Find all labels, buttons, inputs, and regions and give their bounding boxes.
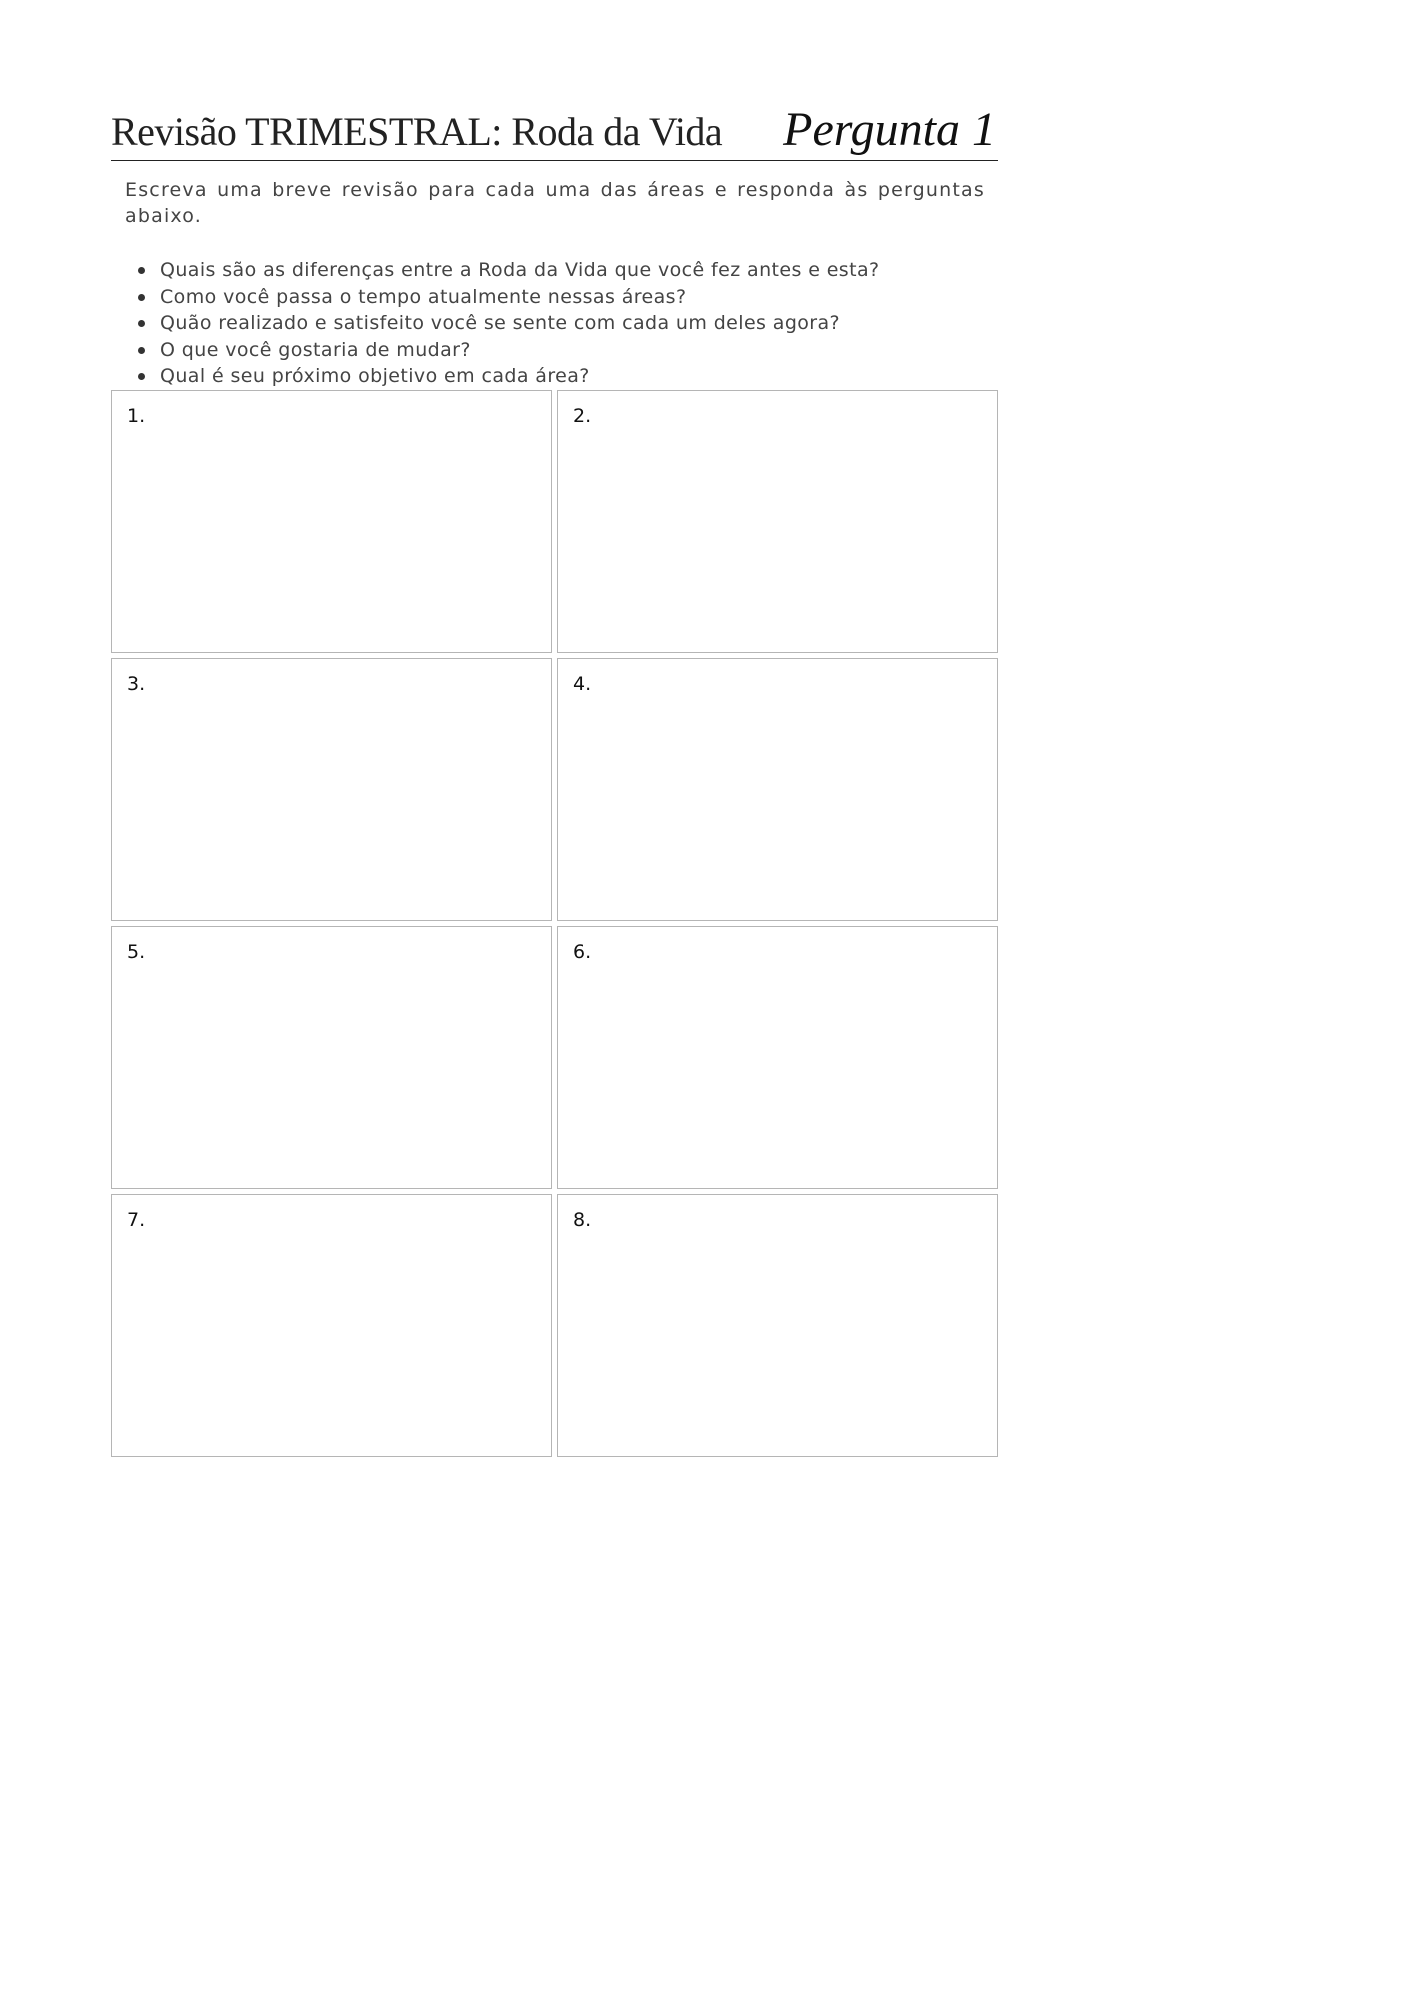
answer-box-1[interactable] bbox=[111, 390, 552, 653]
question-item bbox=[138, 257, 880, 284]
page-title: Revisão TRIMESTRAL: Roda da Vida bbox=[111, 109, 723, 154]
bullet-icon bbox=[138, 373, 145, 380]
box-number: 8. bbox=[573, 1209, 592, 1231]
question-item bbox=[138, 310, 880, 337]
instructions-text: Escreva uma breve revisão para cada uma das áreas e responda às perguntas abaixo. bbox=[125, 179, 985, 227]
question-list bbox=[138, 257, 880, 390]
bullet-icon bbox=[138, 320, 145, 327]
question-text: Qual é seu próximo objetivo em cada área? bbox=[160, 365, 590, 387]
box-number: 3. bbox=[127, 673, 146, 695]
question-item bbox=[138, 284, 880, 311]
answer-box-2[interactable] bbox=[557, 390, 998, 653]
answer-box-3[interactable] bbox=[111, 658, 552, 921]
answer-box-4[interactable] bbox=[557, 658, 998, 921]
question-text: Quão realizado e satisfeito você se sente com cada um deles agora? bbox=[160, 312, 841, 334]
box-number: 6. bbox=[573, 941, 592, 963]
box-number: 4. bbox=[573, 673, 592, 695]
bullet-icon bbox=[138, 267, 145, 274]
box-number: 2. bbox=[573, 405, 592, 427]
question-text: Como você passa o tempo atualmente nessas áreas? bbox=[160, 285, 687, 308]
question-label: Pergunta 1 bbox=[783, 103, 996, 156]
box-number: 7. bbox=[127, 1209, 146, 1231]
answer-box-5[interactable] bbox=[111, 926, 552, 1189]
answer-box-7[interactable] bbox=[111, 1194, 552, 1457]
question-text: O que você gostaria de mudar? bbox=[160, 338, 471, 361]
bullet-icon bbox=[138, 347, 145, 354]
question-item bbox=[138, 363, 880, 390]
bullet-icon bbox=[138, 294, 145, 301]
answer-box-6[interactable] bbox=[557, 926, 998, 1189]
question-text: Quais são as diferenças entre a Roda da Vida que você fez antes e esta? bbox=[160, 259, 880, 281]
answer-grid bbox=[111, 390, 998, 1457]
box-number: 1. bbox=[127, 405, 146, 427]
question-item bbox=[138, 337, 880, 364]
page-header bbox=[111, 100, 998, 161]
box-number: 5. bbox=[127, 941, 146, 963]
answer-box-8[interactable] bbox=[557, 1194, 998, 1457]
